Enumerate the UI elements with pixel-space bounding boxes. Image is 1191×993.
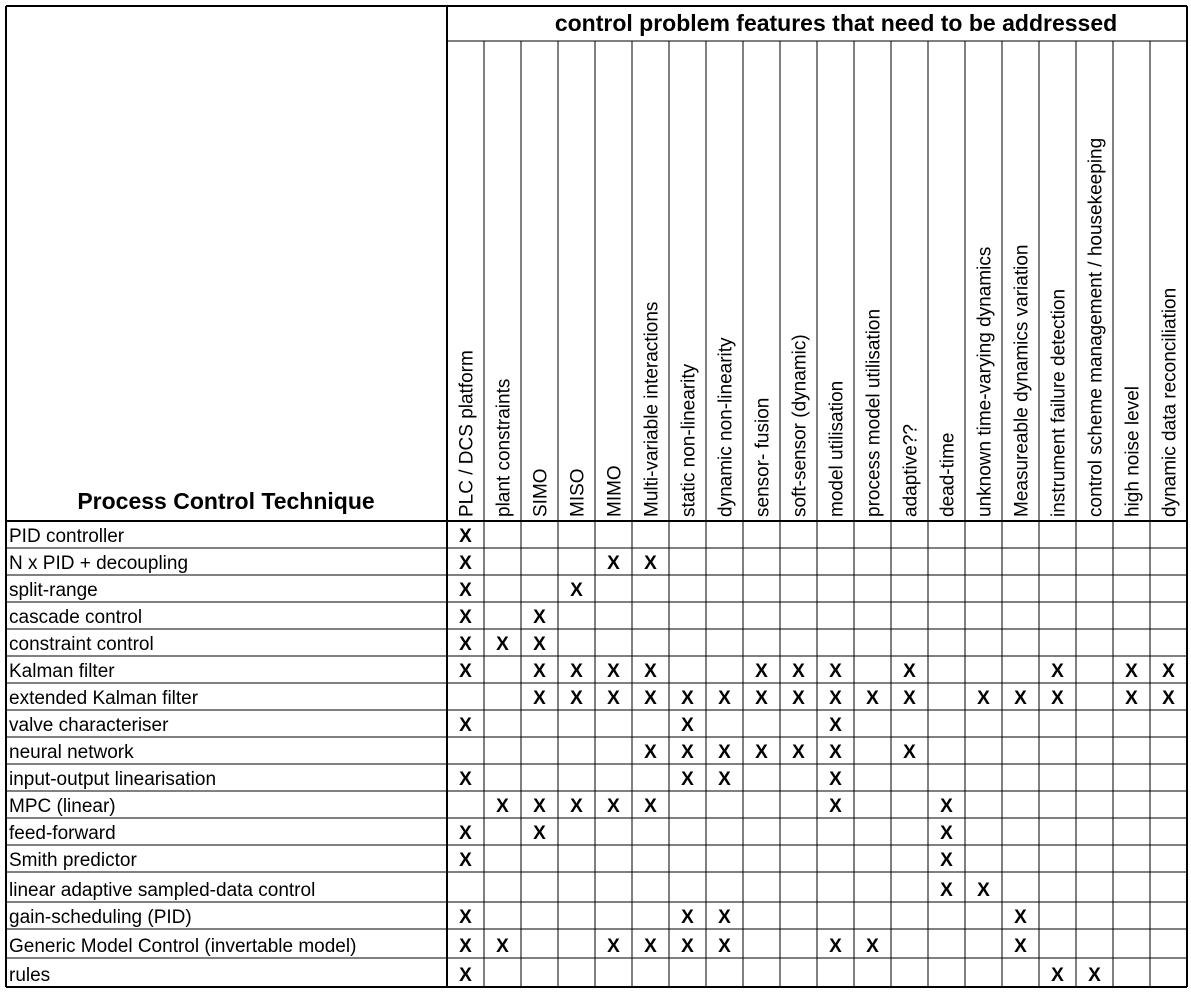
mark-x: X (459, 715, 472, 736)
feature-header: dynamic data reconciliation (1159, 287, 1181, 517)
table-title: control problem features that need to be addressed (554, 10, 1118, 36)
mark-x: X (755, 688, 768, 709)
technique-label: split-range (9, 580, 98, 601)
mark-x: X (459, 850, 472, 871)
mark-x: X (718, 907, 731, 928)
mark-x: X (570, 580, 583, 601)
technique-label: PID controller (9, 526, 125, 547)
technique-label: extended Kalman filter (9, 688, 199, 709)
mark-x: X (533, 634, 546, 655)
mark-x: X (607, 553, 620, 574)
feature-header: adaptive?? (900, 424, 922, 517)
feature-header: sensor- fusion (752, 397, 774, 517)
mark-x: X (1051, 661, 1064, 682)
mark-x: X (1014, 688, 1027, 709)
mark-x: X (1014, 936, 1027, 957)
technique-label: input-output linearisation (9, 769, 217, 790)
mark-x: X (681, 715, 694, 736)
feature-header: MISO (567, 468, 589, 517)
feature-header: PLC / DCS platform (456, 350, 478, 517)
mark-x: X (644, 661, 657, 682)
technique-label: Smith predictor (9, 850, 137, 871)
mark-x: X (792, 742, 805, 763)
technique-label: neural network (9, 742, 134, 763)
mark-x: X (866, 936, 879, 957)
mark-x: X (570, 688, 583, 709)
mark-x: X (459, 526, 472, 547)
technique-label: cascade control (9, 607, 143, 628)
mark-x: X (681, 907, 694, 928)
feature-header: unknown time-varying dynamics (974, 246, 996, 517)
feature-header: SIMO (530, 468, 552, 517)
feature-header: static non-linearity (678, 363, 700, 517)
technique-label: linear adaptive sampled-data control (9, 880, 316, 901)
mark-x: X (755, 742, 768, 763)
mark-x: X (459, 907, 472, 928)
mark-x: X (718, 936, 731, 957)
mark-x: X (459, 553, 472, 574)
mark-x: X (644, 553, 657, 574)
mark-x: X (459, 580, 472, 601)
mark-x: X (1051, 965, 1064, 986)
technique-label: Kalman filter (9, 661, 115, 682)
mark-x: X (977, 688, 990, 709)
mark-x: X (866, 688, 879, 709)
mark-x: X (644, 796, 657, 817)
technique-label: feed-forward (9, 823, 116, 844)
mark-x: X (1125, 688, 1138, 709)
feature-header: Multi-variable interactions (641, 301, 663, 517)
mark-x: X (940, 880, 953, 901)
mark-x: X (459, 607, 472, 628)
technique-label: Generic Model Control (invertable model) (9, 936, 357, 957)
mark-x: X (940, 796, 953, 817)
mark-x: X (792, 688, 805, 709)
mark-x: X (459, 936, 472, 957)
mark-x: X (903, 661, 916, 682)
mark-x: X (829, 742, 842, 763)
mark-x: X (533, 688, 546, 709)
technique-column-header: Process Control Technique (77, 488, 375, 514)
mark-x: X (977, 880, 990, 901)
technique-label: MPC (linear) (9, 796, 116, 817)
mark-x: X (607, 688, 620, 709)
mark-x: X (681, 769, 694, 790)
mark-x: X (496, 796, 509, 817)
mark-x: X (533, 661, 546, 682)
feature-header: model utilisation (826, 380, 848, 517)
mark-x: X (1162, 661, 1175, 682)
feature-header: soft-sensor (dynamic) (789, 334, 811, 517)
feature-header: plant constraints (493, 378, 515, 517)
technique-label: valve characteriser (9, 715, 169, 736)
feature-header: dynamic non-linearity (715, 337, 737, 517)
technique-label: constraint control (9, 634, 154, 655)
technique-label: N x PID + decoupling (9, 553, 189, 574)
mark-x: X (459, 769, 472, 790)
mark-x: X (903, 742, 916, 763)
mark-x: X (607, 796, 620, 817)
mark-x: X (718, 688, 731, 709)
mark-x: X (644, 688, 657, 709)
mark-x: X (459, 965, 472, 986)
mark-x: X (829, 688, 842, 709)
feature-header: control scheme management / housekeeping (1085, 137, 1107, 517)
mark-x: X (570, 661, 583, 682)
mark-x: X (718, 769, 731, 790)
mark-x: X (644, 936, 657, 957)
mark-x: X (533, 607, 546, 628)
mark-x: X (681, 688, 694, 709)
mark-x: X (829, 661, 842, 682)
mark-x: X (533, 796, 546, 817)
mark-x: X (940, 850, 953, 871)
feature-header: Measureable dynamics variation (1011, 244, 1033, 517)
mark-x: X (829, 796, 842, 817)
mark-x: X (570, 796, 583, 817)
technique-label: gain-scheduling (PID) (9, 907, 192, 928)
mark-x: X (829, 715, 842, 736)
mark-x: X (459, 661, 472, 682)
feature-header: MIMO (604, 465, 626, 517)
mark-x: X (903, 688, 916, 709)
mark-x: X (1014, 907, 1027, 928)
mark-x: X (1051, 688, 1064, 709)
mark-x: X (718, 742, 731, 763)
feature-header: instrument failure detection (1048, 288, 1070, 517)
feature-header: process model utilisation (863, 308, 885, 517)
feature-header: high noise level (1122, 386, 1144, 517)
mark-x: X (607, 661, 620, 682)
mark-x: X (1088, 965, 1101, 986)
mark-x: X (681, 936, 694, 957)
feature-header: dead-time (937, 432, 959, 517)
mark-x: X (681, 742, 694, 763)
mark-x: X (792, 661, 805, 682)
mark-x: X (607, 936, 620, 957)
mark-x: X (1125, 661, 1138, 682)
mark-x: X (496, 634, 509, 655)
mark-x: X (829, 936, 842, 957)
mark-x: X (496, 936, 509, 957)
mark-x: X (1162, 688, 1175, 709)
mark-x: X (459, 823, 472, 844)
mark-x: X (644, 742, 657, 763)
mark-x: X (940, 823, 953, 844)
technique-label: rules (9, 965, 51, 986)
mark-x: X (755, 661, 768, 682)
mark-x: X (459, 634, 472, 655)
mark-x: X (533, 823, 546, 844)
mark-x: X (829, 769, 842, 790)
